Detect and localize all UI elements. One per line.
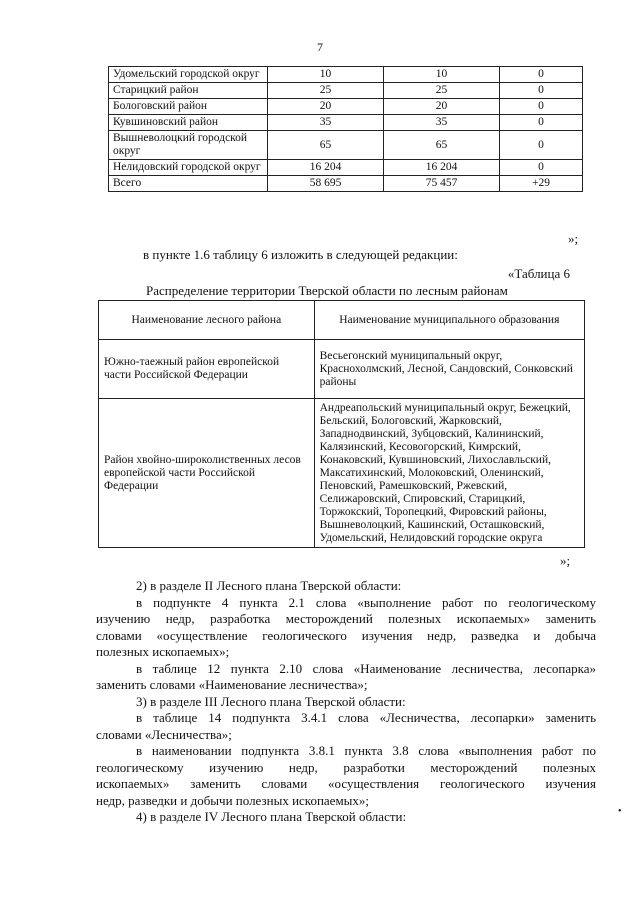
- table-cell-district: Южно-таежный район европейской части Российской Федерации: [99, 340, 315, 399]
- text-line: заменить словами «Наименование лесничества»;: [96, 677, 368, 692]
- table-cell-value: 25: [384, 83, 500, 99]
- table-cell-municipalities: Весьегонский муниципальный округ, Краснохолмский, Лесной, Сандовский, Сонковский районы: [314, 340, 584, 399]
- table-cell-value: 25: [268, 83, 384, 99]
- text-line: в таблице 14 подпункта 3.4.1 слова «Лесничества, лесопарки» заменить: [136, 710, 596, 725]
- table-6-label: «Таблица 6: [507, 266, 570, 281]
- table-cell-value: 65: [268, 131, 384, 160]
- table-cell-value: 35: [384, 115, 500, 131]
- table-cell-value: 16 204: [384, 160, 500, 176]
- table-cell-value: 0: [500, 83, 583, 99]
- table-cell-value: 65: [384, 131, 500, 160]
- table-cell-name: Удомельский городской округ: [109, 67, 268, 83]
- paragraph-item-1-6: в пункте 1.6 таблицу 6 изложить в следующей редакции:: [143, 247, 458, 262]
- table-row: [109, 160, 583, 176]
- quote-close: »;: [568, 231, 579, 246]
- forest-area-table: [108, 66, 583, 192]
- quote-close: »;: [560, 553, 571, 568]
- table-cell-value: 0: [500, 115, 583, 131]
- table-row: [109, 83, 583, 99]
- table-row: [99, 340, 585, 399]
- text-line: полезных ископаемых»;: [96, 644, 230, 659]
- table-cell-value: 0: [500, 160, 583, 176]
- table-row-total: [109, 176, 583, 192]
- table-header-cell: Наименование муниципального образования: [314, 301, 584, 340]
- table-cell-value: 75 457: [384, 176, 500, 192]
- forest-district-table: [98, 300, 585, 548]
- table-cell-value: 58 695: [268, 176, 384, 192]
- text-line: 2) в разделе II Лесного плана Тверской области:: [136, 578, 402, 593]
- table-cell-value: 0: [500, 99, 583, 115]
- text-line: недр, разведки и добычи полезных ископаемых»;: [96, 792, 370, 808]
- table-cell-value: 20: [384, 99, 500, 115]
- table-cell-value: 10: [384, 67, 500, 83]
- margin-mark: •: [618, 806, 622, 817]
- text-line: словами «осуществление геологического изучения недр, разведка и добыча: [96, 627, 596, 643]
- table-row: [109, 67, 583, 83]
- table-row: [99, 399, 585, 548]
- text-line: изучению недр, разработка месторождений полезных ископаемых» заменить: [96, 611, 596, 626]
- table-cell-name: Вышневолоцкий городской округ: [109, 131, 268, 160]
- table-cell-value: +29: [500, 176, 583, 192]
- table-row: [109, 131, 583, 160]
- table-header-cell: Наименование лесного района: [99, 301, 315, 340]
- table-cell-value: 16 204: [268, 160, 384, 176]
- page-number: 7: [317, 40, 323, 54]
- table-row: [109, 99, 583, 115]
- table-cell-value: 10: [268, 67, 384, 83]
- table-cell-name: Старицкий район: [109, 83, 268, 99]
- table-cell-name: Нелидовский городской округ: [109, 160, 268, 176]
- text-line: 3) в разделе III Лесного плана Тверской области:: [136, 693, 406, 709]
- table-cell-name: Всего: [109, 176, 268, 192]
- text-line: словами «Лесничества»;: [96, 726, 232, 742]
- text-line: в подпункте 4 пункта 2.1 слова «выполнение работ по геологическому: [136, 594, 596, 610]
- table-cell-district: Район хвойно-широколиственных лесов европейской части Российской Федерации: [99, 399, 315, 548]
- table-cell-value: 0: [500, 131, 583, 160]
- table-cell-name: Кувшиновский район: [109, 115, 268, 131]
- text-line: в наименовании подпункта 3.8.1 пункта 3.8 слова «выполнения работ по: [136, 743, 596, 758]
- table-row: [109, 115, 583, 131]
- table-header-row: [99, 301, 585, 340]
- table-cell-value: 20: [268, 99, 384, 115]
- table-cell-value: 0: [500, 67, 583, 83]
- text-line: геологическому изучению недр, разработки месторождений полезных: [96, 759, 596, 775]
- table-cell-name: Бологовский район: [109, 99, 268, 115]
- text-line: 4) в разделе IV Лесного плана Тверской области:: [136, 809, 407, 824]
- table-6-title: Распределение территории Тверской области по лесным районам: [146, 283, 508, 298]
- amendments-text: [96, 578, 596, 826]
- table-cell-value: 35: [268, 115, 384, 131]
- text-line: в таблице 12 пункта 2.10 слова «Наименование лесничества, лесопарка»: [136, 660, 596, 676]
- text-line: ископаемых» заменить словами «осуществления геологического изучения: [96, 776, 596, 791]
- table-cell-municipalities: Андреапольский муниципальный округ, Бежецкий, Бельский, Бологовский, Жарковский, Западнодвинский, Зубцовский, Калининский, Калязинский, Кесовогорский, Кимрский, Конаковский, Кувшиновский, Лихославльский, Максатихинский, Молоковский, Оленинский, Пеновский, Рамешковский, Ржевский, Селижаровский, Спировский, Старицкий, Торжокский, Торопецкий, Фировский районы, Вышневолоцкий, Кашинский, Осташковский, Удомельский, Нелидовский городские округа: [314, 399, 584, 548]
